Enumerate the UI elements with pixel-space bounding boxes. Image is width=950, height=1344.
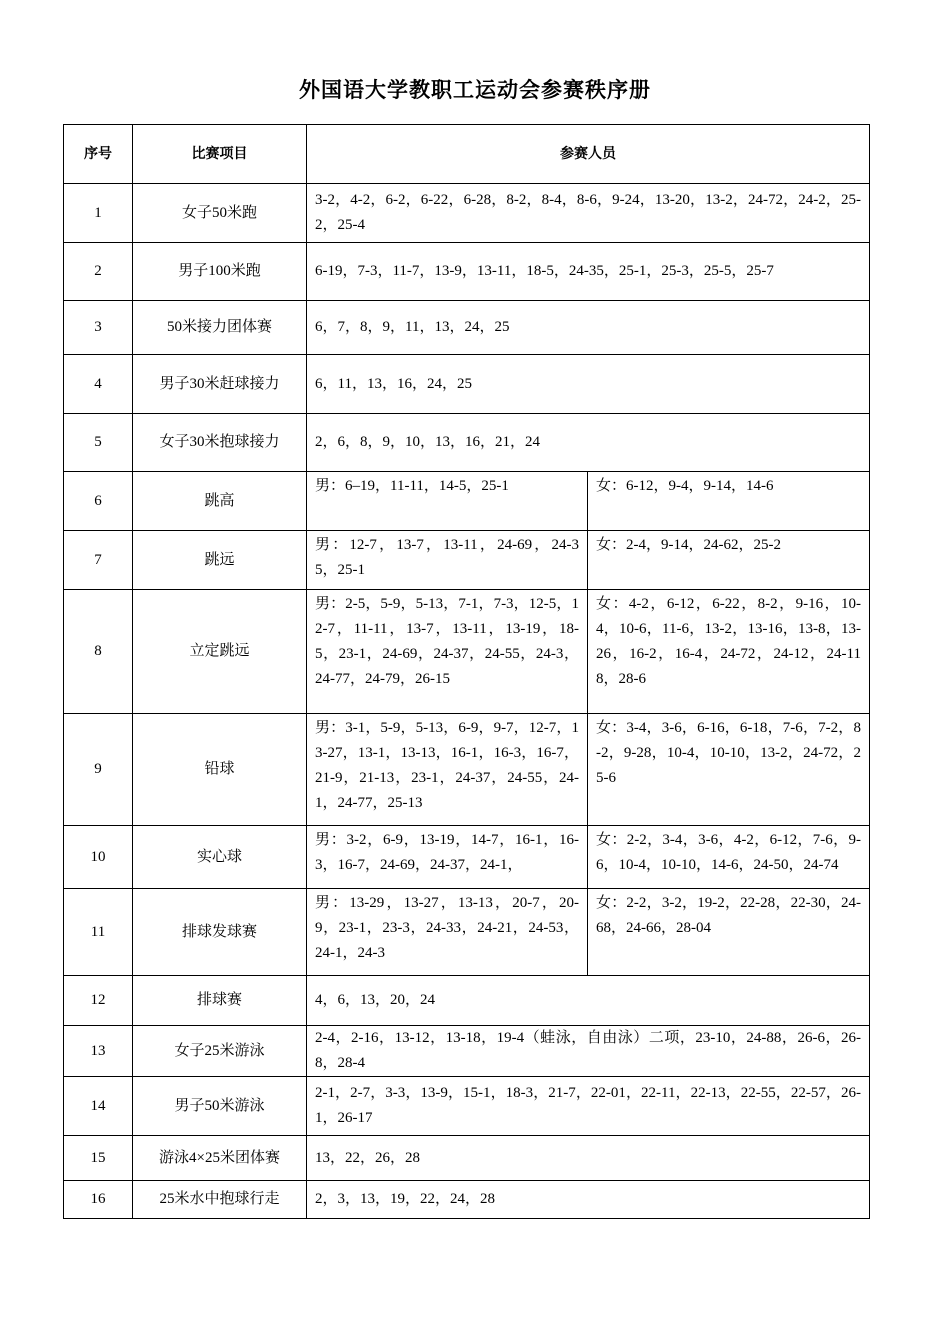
row-event: 女子25米游泳: [133, 1026, 307, 1077]
header-event: 比赛项目: [133, 125, 307, 184]
row-male-participants: 男：3-1，5-9，5-13，6-9，9-7，12-7，13-27，13-1，13-13，16-1，16-3，16-7，21-9，21-13，23-1，24-37，24-55，24-1，24-77，25-13: [307, 714, 588, 826]
row-no: 10: [64, 826, 133, 889]
table-row: [64, 1136, 870, 1181]
row-participants: 6，7，8，9，11，13，24，25: [307, 301, 870, 355]
row-participants: 2-1，2-7，3-3，13-9，15-1，18-3，21-7，22-01，22-11，22-13，22-55，22-57，26-1，26-17: [307, 1077, 870, 1136]
row-female-participants: 女：4-2，6-12，6-22，8-2，9-16，10-4，10-6，11-6，13-2，13-16，13-8，13-26，16-2，16-4，24-72，24-12，24-118，28-6: [588, 590, 870, 714]
table-row: [64, 1181, 870, 1219]
row-no: 14: [64, 1077, 133, 1136]
row-event: 女子50米跑: [133, 184, 307, 243]
entries-table: [63, 124, 870, 1219]
row-event: 跳远: [133, 531, 307, 590]
row-no: 7: [64, 531, 133, 590]
row-event: 立定跳远: [133, 590, 307, 714]
row-no: 4: [64, 355, 133, 414]
header-no: 序号: [64, 125, 133, 184]
row-event: 排球发球赛: [133, 889, 307, 976]
table-header-row: [64, 125, 870, 184]
row-no: 16: [64, 1181, 133, 1219]
page-title: 外国语大学教职工运动会参赛秩序册: [299, 78, 651, 102]
row-female-participants: 女：2-4，9-14，24-62，25-2: [588, 531, 870, 590]
row-male-participants: 男：2-5，5-9，5-13，7-1，7-3，12-5，12-7，11-11，13-7，13-11，13-19，18-5，23-1，24-69，24-37，24-55，24-3，24-77，24-79，26-15: [307, 590, 588, 714]
table-row: [64, 590, 870, 714]
row-no: 1: [64, 184, 133, 243]
row-participants: 3-2，4-2，6-2，6-22，6-28，8-2，8-4，8-6，9-24，13-20，13-2，24-72，24-2，25-2，25-4: [307, 184, 870, 243]
row-participants: 4，6，13，20，24: [307, 976, 870, 1026]
row-male-participants: 男：12-7，13-7，13-11，24-69，24-35，25-1: [307, 531, 588, 590]
row-event: 女子30米抱球接力: [133, 414, 307, 472]
row-male-participants: 男：6–19，11-11，14-5，25-1: [307, 472, 588, 531]
row-event: 男子30米赶球接力: [133, 355, 307, 414]
table-row: [64, 826, 870, 889]
table-row: [64, 1026, 870, 1077]
row-no: 13: [64, 1026, 133, 1077]
table-row: [64, 243, 870, 301]
table-row: [64, 976, 870, 1026]
row-no: 3: [64, 301, 133, 355]
row-no: 2: [64, 243, 133, 301]
row-event: 25米水中抱球行走: [133, 1181, 307, 1219]
row-event: 50米接力团体赛: [133, 301, 307, 355]
row-event: 跳高: [133, 472, 307, 531]
row-no: 15: [64, 1136, 133, 1181]
table-row: [64, 1077, 870, 1136]
row-participants: 6，11，13，16，24，25: [307, 355, 870, 414]
row-event: 实心球: [133, 826, 307, 889]
row-female-participants: 女：2-2，3-2，19-2，22-28，22-30，24-68，24-66，28-04: [588, 889, 870, 976]
table-row: [64, 714, 870, 826]
row-event: 男子50米游泳: [133, 1077, 307, 1136]
row-participants: 2-4，2-16，13-12，13-18，19-4（蛙泳，自由泳）二项，23-10，24-88，26-6，26-8，28-4: [307, 1026, 870, 1077]
table-row: [64, 414, 870, 472]
row-no: 5: [64, 414, 133, 472]
row-no: 12: [64, 976, 133, 1026]
row-event: 铅球: [133, 714, 307, 826]
row-participants: 2，6，8，9，10，13，16，21，24: [307, 414, 870, 472]
table-row: [64, 889, 870, 976]
row-participants: 13，22，26，28: [307, 1136, 870, 1181]
row-participants: 2，3，13，19，22，24，28: [307, 1181, 870, 1219]
row-no: 9: [64, 714, 133, 826]
row-male-participants: 男：3-2，6-9，13-19，14-7，16-1，16-3，16-7，24-69，24-37，24-1，: [307, 826, 588, 889]
table-row: [64, 184, 870, 243]
table-row: [64, 355, 870, 414]
row-female-participants: 女：3-4，3-6，6-16，6-18，7-6，7-2，8-2，9-28，10-4，10-10，13-2，24-72，25-6: [588, 714, 870, 826]
row-no: 8: [64, 590, 133, 714]
row-female-participants: 女：6-12，9-4，9-14，14-6: [588, 472, 870, 531]
header-participants: 参赛人员: [307, 125, 870, 184]
row-no: 6: [64, 472, 133, 531]
table-row: [64, 531, 870, 590]
row-event: 男子100米跑: [133, 243, 307, 301]
row-male-participants: 男：13-29，13-27，13-13，20-7，20-9，23-1，23-3，24-33，24-21，24-53，24-1，24-3: [307, 889, 588, 976]
row-participants: 6-19，7-3，11-7，13-9，13-11，18-5，24-35，25-1，25-3，25-5，25-7: [307, 243, 870, 301]
row-event: 排球赛: [133, 976, 307, 1026]
row-event: 游泳4×25米团体赛: [133, 1136, 307, 1181]
row-female-participants: 女：2-2，3-4，3-6，4-2，6-12，7-6，9-6，10-4，10-10，14-6，24-50，24-74: [588, 826, 870, 889]
table-row: [64, 301, 870, 355]
row-no: 11: [64, 889, 133, 976]
table-row: [64, 472, 870, 531]
